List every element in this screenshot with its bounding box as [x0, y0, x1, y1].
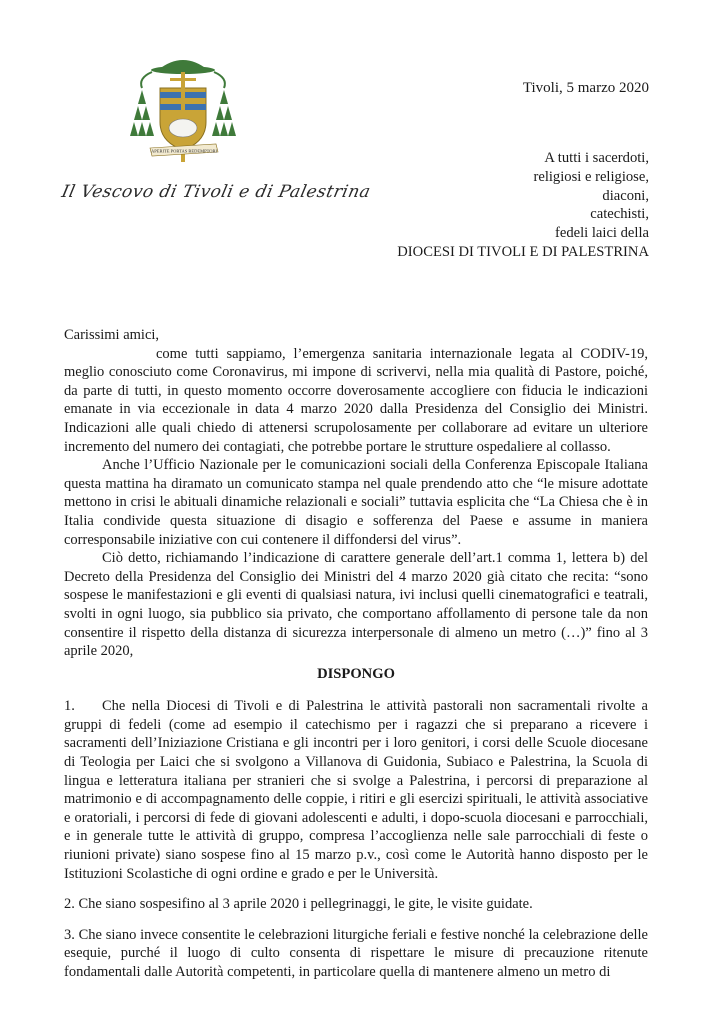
salutation: Carissimi amici,	[64, 327, 160, 343]
item-text: Che siano sospesifino al 3 aprile 2020 i pellegrinaggi, le gite, le visite guidate.	[78, 896, 533, 913]
list-item	[64, 926, 648, 982]
recipient-line: A tutti i sacerdoti,	[544, 150, 649, 166]
recipient-line: catechisti,	[590, 206, 649, 223]
item-text: Che nella Diocesi di Tivoli e di Palestrina le attività pastorali non sacramentali rivolte a gruppi di fedeli (come ad esempio il catechismo per i ragazzi che si preparano a ricevere i sacramenti dell’Iniziazione Cristiana e gli incontri per i loro genitori, i corsi delle Scuole diocesane di Teologia per Laici che si svolgono a Villanova di Guidonia, Subiaco e Palestrina, la Scuola di lingua e letteratura italiana per stranieri che si svolge a Palestrina, i percorsi di preparazione al matrimonio e di accompagnamento delle coppie, i ritiri e gli esercizi spirituali, le attività associative e oratoriali, i percorsi di fede di giovani adolescenti e adulti, i dopo-scuola diocesani e parrocchiali, e in generale tutte le attività di gruppo, compresa l’accoglienza nelle sale parrocchiali di feste o riunioni private) siano sospese fino al 15 marzo p.v., così come le Autorità hanno disposto per le Istituzioni Scolastiche di ogni ordine e grado e per le Università.	[64, 698, 648, 882]
letter-date: Tivoli, 5 marzo 2020	[522, 80, 649, 96]
item-text: Che siano invece consentite le celebrazioni liturgiche feriali e festive nonché la celebrazione delle esequie, purché il luogo di culto consenta di rispettare le misure di precauzione ritenute fondamentali dalle Autorità competenti, in particolare quella di mantenere almeno un metro di	[64, 926, 648, 980]
recipients-block	[397, 149, 649, 262]
item-number: 2.	[64, 896, 75, 913]
section-title: DISPONGO	[317, 665, 395, 682]
item-number: 1.	[64, 698, 75, 715]
recipient-line: DIOCESI DI TIVOLI E DI PALESTRINA	[397, 243, 649, 260]
letter-body	[64, 326, 648, 994]
bishop-letterhead-signature: Il Vescovo di Tivoli e di Palestrina	[59, 182, 373, 202]
recipient-line: diaconi,	[602, 187, 649, 204]
paragraph: come tutti sappiamo, l’emergenza sanitaria internazionale legata al CODIV-19, meglio conosciuto come Coronavirus, mi impone di scrivervi, nella mia qualità di Pastore, poiché, da parte di tutti, in questo momento occorre doverosamente accogliere con fiducia le indicazioni emanate in via eccezionale in data 4 marzo 2020 dalla Presidenza del Consiglio dei Ministri. Indicazioni alle quali chiedo di attenersi scrupolosamente per collaborare ad evitare un ulteriore incremento del numero dei contagiati, che potrebbe portare le strutture ospedaliere al collasso.	[64, 345, 648, 455]
paragraph: Anche l’Ufficio Nazionale per le comunicazioni sociali della Conferenza Episcopale Italiana questa mattina ha diramato un comunicato stampa nel quale prendendo atto che “le misure adottate mettono in crisi le abituali dinamiche relazionali e sociali” tuttavia esplicita che “La Chiesa che è in Italia condivide questa situazione di disagio e sofferenza del Paese e assume in maniera corresponsabile iniziative con cui contenere il diffondersi del virus”.	[64, 457, 648, 548]
svg-text:APERITE PORTAS REDEMPTORI: APERITE PORTAS REDEMPTORI	[150, 148, 218, 154]
recipient-line: fedeli laici della	[555, 225, 649, 242]
list-item	[64, 697, 648, 883]
paragraph: Ciò detto, richiamando l’indicazione di carattere generale dell’art.1 comma 1, lettera b) del Decreto della Presidenza del Consiglio dei Ministri del 4 marzo 2020 già citato che recita: “sono sospese le manifestazioni e gli eventi di qualsiasi natura, ivi inclusi quelli cinematografici e teatrali, svolti in ogni luogo, sia pubblico sia privato, che comportano affollamento di persone tale da non consentire il rispetto della distanza di sicurezza interpersonale di almeno un metro (…)” fino al 3 aprile 2020,	[64, 550, 648, 660]
coat-of-arms-icon	[128, 48, 238, 168]
recipient-line: religiosi e religiose,	[533, 168, 649, 185]
item-number: 3.	[64, 926, 75, 943]
list-item	[64, 895, 648, 914]
